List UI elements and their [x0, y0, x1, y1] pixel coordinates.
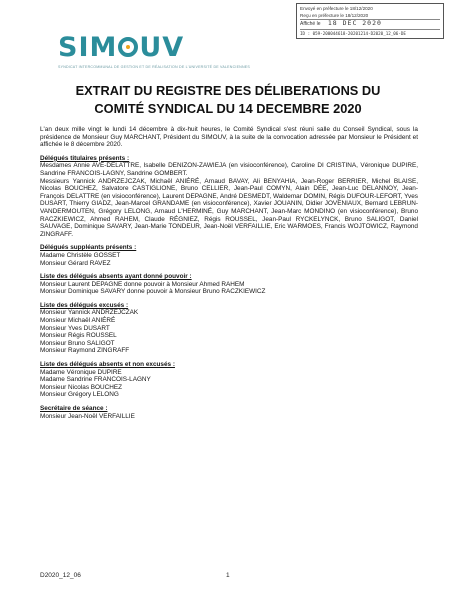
section-titulaires [40, 155, 418, 239]
stamp-affiche-label: Affiché le [300, 21, 321, 28]
logo-tagline: SYNDICAT INTERCOMMUNAL DE GESTION ET DE RÉALISATION DE L'UNIVERSITÉ DE VALENCIENNES [58, 65, 250, 69]
heading-suppleants: Délégués suppléants présents : [40, 244, 137, 252]
list-item: Madame Christèle GOSSET [40, 251, 121, 259]
title-line-1: EXTRAIT DU REGISTRE DES DÉLIBERATIONS DU [75, 83, 381, 98]
secretaire-name: Monsieur Jean-Noël VERFAILLIE [40, 412, 135, 420]
logo-text-after: UV [139, 32, 185, 63]
stamp-recu: Reçu en préfecture le 18/12/2020 [300, 13, 369, 19]
section-non-excuses [40, 361, 418, 399]
list-item: Madame Sandrine FRANCOIS-LAGNY [40, 376, 151, 384]
logo-wordmark [58, 34, 208, 62]
titulaires-messieurs: Messieurs Yannick ANDRZEJCZAK, Michaël ANIÉRÉ, Arnaud BAVAY, Ali BENYAHIA, Jean-Roger BERRIER, Michel BLAISE, Nicolas BOUCHEZ, Salvatore CASTIGLIONE, Bruno CELLIER, Jean-Paul COMYN, Alain DÉE, Jean-Luc DELANNOY, Jean-François DELATTRE (en visioconférence), Laurent DEPAGNE, André DESMEDT, Waldemar DOMIN, Régis DUFOUR-LEFORT, Yves DUSART, Thierry GIADZ, Jean-Marcel GRANDAME (en visioconférence), Xavier JOUANIN, Didier JOVENIAUX, Bernard LEBRUN-VANDERMOUTEN, Grégory LELONG, Arnaud L'HERMINÉ, Guy MARCHANT, Jean-Marc MONDINO (en visioconférence), Bruno RACZKIEWICZ, Ahmed RAHEM, Claude RÉGNIEZ, Régis ROUSSEL, Jean-Paul RYCKELYNCK, Bruno SALIGOT, Daniel SAUVAGE, Dominique SAVARY, Jean-Marie TONDEUR, Jean-Noël VERFAILLIE, Eric WARMOES, Francis WOJTOWICZ, Raymond ZINGRAFF. [40, 177, 418, 238]
intro-paragraph: L'an deux mille vingt le lundi 14 décembre à dix-huit heures, le Comité Syndical s'est réuni salle du Conseil Syndical, sous la présidence de Monsieur Guy MARCHANT, Président du SIMOUV, à la suite de la convocation adressée par Monsieur le Président et affichée le 8 décembre 2020. [40, 126, 418, 149]
heading-non-excuses: Liste des délégués absents et non excusés : [40, 361, 175, 369]
list-item: Monsieur Grégory LELONG [40, 391, 119, 399]
logo-o-icon [118, 37, 138, 57]
simouv-logo [58, 32, 250, 69]
logo-text-before: SIM [58, 32, 118, 63]
section-excuses [40, 302, 418, 355]
heading-titulaires: Délégués titulaires présents : [40, 154, 130, 162]
list-item: Monsieur Régis ROUSSEL [40, 332, 117, 340]
title-line-2: COMITÉ SYNDICAL DU 14 DECEMBRE 2020 [94, 101, 362, 116]
list-item: Monsieur Dominique SAVARY donne pouvoir à Monsieur Bruno RACZKIEWICZ [40, 288, 266, 296]
heading-secretaire: Secrétaire de séance : [40, 405, 108, 412]
prefecture-stamp [296, 3, 444, 39]
list-item: Madame Véronique DUPIRE [40, 368, 122, 376]
heading-excuses: Liste des délégués excusés : [40, 301, 129, 309]
list-item: Monsieur Yves DUSART [40, 324, 110, 332]
page-number: 1 [226, 572, 230, 579]
stamp-affiche-row [300, 19, 440, 29]
document-title [40, 82, 416, 118]
list-item: Monsieur Michaël ANIÉRÉ [40, 317, 116, 325]
list-item: Monsieur Yannick ANDRZEJCZAK [40, 309, 139, 317]
section-suppleants [40, 244, 418, 267]
stamp-affiche-date: 18 DEC 2020 [327, 19, 382, 28]
document-body [40, 126, 418, 426]
list-item: Monsieur Gérard RAVEZ [40, 259, 111, 267]
list-item: Monsieur Nicolas BOUCHEZ [40, 383, 123, 391]
titulaires-mesdames: Mesdames Annie AVÉ-DELATTRE, Isabelle DENIZON-ZAWIEJA (en visioconférence), Caroline DI CRISTINA, Véronique DUPIRE, Sandrine FRANCOIS-LAGNY, Sandrine GOMBERT. [40, 162, 418, 177]
section-pouvoir [40, 273, 418, 296]
heading-pouvoir: Liste des délégués absents ayant donné pouvoir : [40, 273, 192, 281]
stamp-id: ID : 059-200044618-20201214-D2020_12_06-DE [300, 30, 406, 36]
deliberation-code: D2020_12_06 [40, 572, 81, 579]
section-secretaire [40, 405, 418, 420]
list-item: Monsieur Bruno SALIGOT [40, 339, 115, 347]
list-item: Monsieur Raymond ZINGRAFF [40, 347, 130, 355]
stamp-envoye: Envoyé en préfecture le 18/12/2020 [300, 6, 373, 11]
list-item: Monsieur Laurent DEPAGNE donne pouvoir à Monsieur Ahmed RAHEM [40, 280, 245, 288]
